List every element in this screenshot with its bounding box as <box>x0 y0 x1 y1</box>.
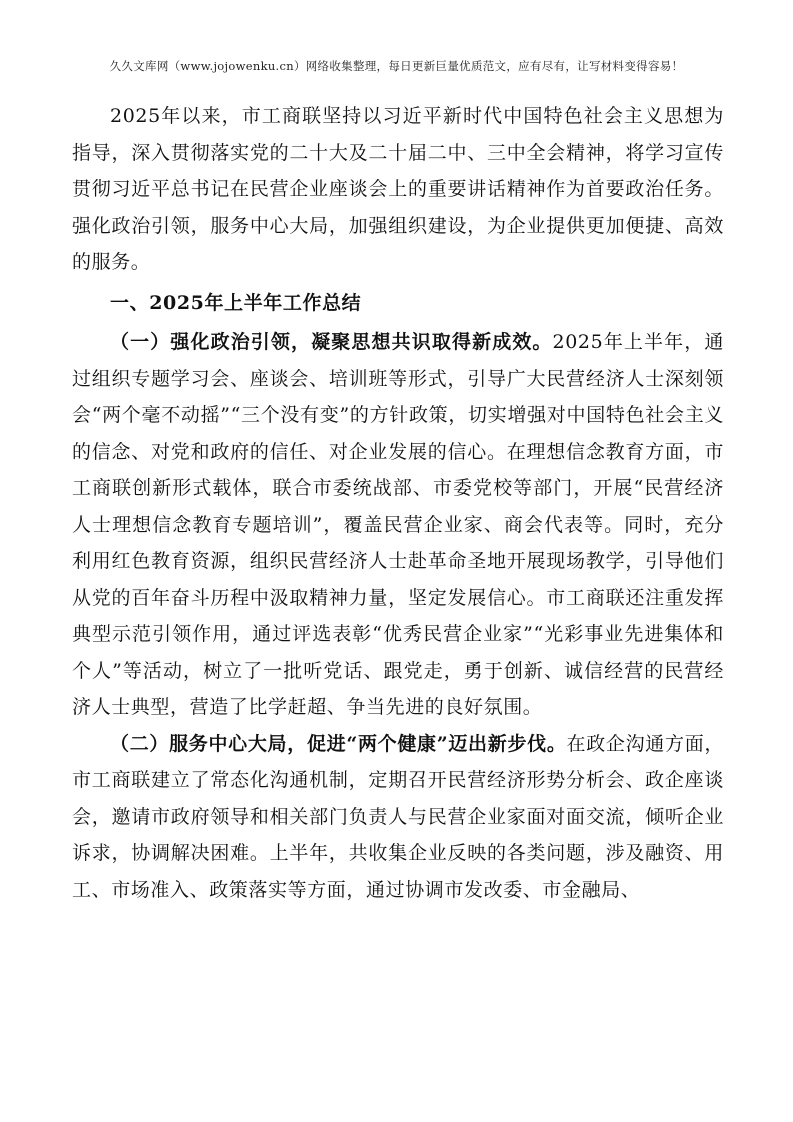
paragraph-serve-overall-text: 在政企沟通方面，市工商联建立了常态化沟通机制，定期召开民营经济形势分析会、政企座谈会，邀请市政府领导和相关部门负责人与民营企业家面对面交流，倾听企业诉求，协调解决困难。上半年，共收集企业反映的各类问题，涉及融资、用工、市场准入、政策落实等方面，通过协调市发改委、市金融局、 <box>72 732 724 901</box>
paragraph-political-guidance-title: （一）强化政治引领，凝聚思想共识取得新成效。 <box>110 331 553 353</box>
section-heading: 一、2025年上半年工作总结 <box>110 291 362 314</box>
document-body <box>72 98 724 908</box>
paragraph-serve-overall <box>72 726 724 909</box>
paragraph-political-guidance-text: 2025年上半年，通过组织专题学习会、座谈会、培训班等形式，引导广大民营经济人士深刻领会“两个毫不动摇”“三个没有变”的方针政策，切实增强对中国特色社会主义的信念、对党和政府的信任、对企业发展的信心。在理想信念教育方面，市工商联创新形式载体，联合市委统战部、市委党校等部门，开展“民营经济人士理想信念教育专题培训”，覆盖民营企业家、商会代表等。同时，充分利用红色教育资源，组织民营经济人士赴革命圣地开展现场教学，引导他们从党的百年奋斗历程中汲取精神力量，坚定发展信心。市工商联还注重发挥典型示范引领作用，通过评选表彰“优秀民营企业家”“光彩事业先进集体和个人”等活动，树立了一批听党话、跟党走，勇于创新、诚信经营的民营经济人士典型，营造了比学赶超、争当先进的良好氛围。 <box>72 331 724 718</box>
paragraph-political-guidance <box>72 324 724 726</box>
paragraph-serve-overall-title: （二）服务中心大局，促进“两个健康”迈出新步伐。 <box>110 732 567 755</box>
page-header: 久久文库网（www.jojowenku.cn）网络收集整理，每日更新巨量优质范文，应有尽有，让写材料变得容易！ <box>109 59 684 73</box>
intro-paragraph: 2025年以来，市工商联坚持以习近平新时代中国特色社会主义思想为指导，深入贯彻落实党的二十大及二十届二中、三中全会精神，将学习宣传贯彻习近平总书记在民营企业座谈会上的重要讲话精神作为首要政治任务。强化政治引领，服务中心大局，加强组织建设，为企业提供更加便捷、高效的服务。 <box>72 105 724 273</box>
